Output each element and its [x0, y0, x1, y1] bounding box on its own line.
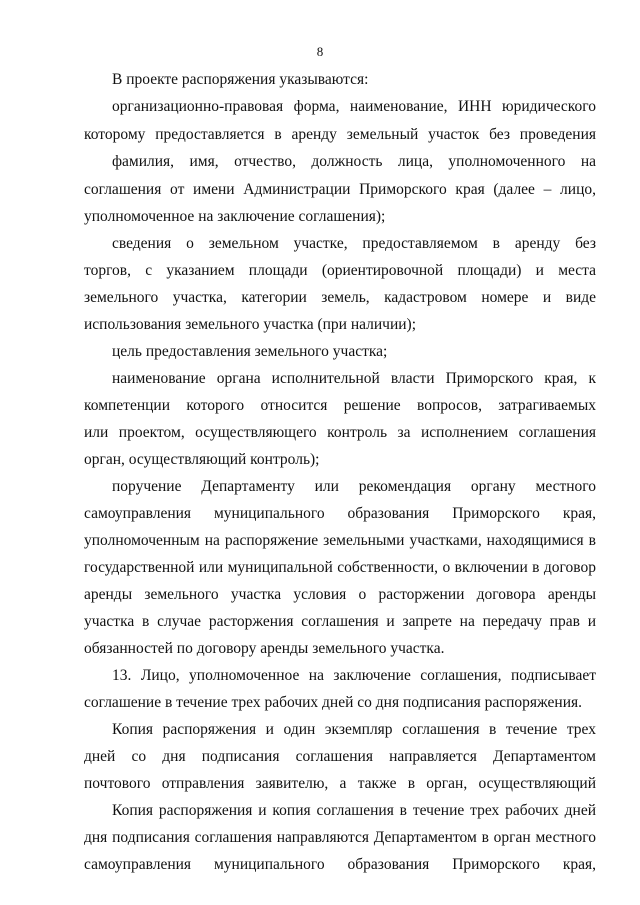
text-line: государственной или муниципальной собственности, о включении в договор: [84, 559, 596, 576]
text-line: Копия распоряжения и копия соглашения в течение трех рабочих дней: [112, 802, 596, 819]
text-line: поручение Департаменту или рекомендация органу местного: [112, 478, 596, 495]
text-line: дня подписания соглашения направляются Департаментом в орган местного: [84, 829, 596, 846]
text-line: организационно-правовая форма, наименование, ИНН юридического: [112, 98, 596, 115]
text-line: торгов, с указанием площади (ориентировочной площади) и места: [84, 262, 596, 279]
text-line: орган, осуществляющий контроль);: [84, 451, 320, 468]
text-line: обязанностей по договору аренды земельного участка.: [84, 640, 445, 657]
text-line: компетенции которого относится решение вопросов, затрагиваемых: [84, 397, 596, 414]
text-line: уполномоченное на заключение соглашения);: [84, 208, 386, 225]
page-number: 8: [316, 44, 324, 59]
text-line: самоуправления муниципального образования Приморского края,: [84, 505, 596, 522]
text-line: самоуправления муниципального образования Приморского края,: [84, 856, 596, 873]
text-line: участка в случае расторжения соглашения и запрете на передачу прав и: [84, 613, 596, 630]
text-line: соглашения от имени Администрации Приморского края (далее – лицо,: [84, 181, 596, 198]
text-line: цель предоставления земельного участка;: [112, 343, 388, 360]
text-line: почтового отправления заявителю, а также в орган, осуществляющий: [84, 775, 596, 792]
text-line: которому предоставляется в аренду земельный участок без проведения: [84, 126, 596, 143]
text-line: В проекте распоряжения указываются:: [112, 71, 369, 88]
text-line: или проектом, осуществляющего контроль за исполнением соглашения: [84, 424, 596, 441]
text-line: соглашение в течение трех рабочих дней со дня подписания распоряжения.: [84, 694, 582, 711]
text-line: фамилия, имя, отчество, должность лица, уполномоченного на: [112, 153, 596, 170]
text-line: 13. Лицо, уполномоченное на заключение соглашения, подписывает: [112, 667, 596, 684]
text-line: сведения о земельном участке, предоставляемом в аренду без: [112, 235, 596, 252]
text-line: дней со дня подписания соглашения направляется Департаментом: [84, 748, 596, 765]
text-line: аренды земельного участка условия о расторжении договора аренды: [84, 586, 596, 603]
text-line: наименование органа исполнительной власти Приморского края, к: [112, 370, 596, 387]
text-line: использования земельного участка (при наличии);: [84, 316, 417, 333]
text-line: Копия распоряжения и один экземпляр соглашения в течение трех: [112, 721, 596, 738]
text-line: уполномоченным на распоряжение земельными участками, находящимися в: [84, 532, 596, 549]
text-line: земельного участка, категории земель, кадастровом номере и виде: [84, 289, 596, 306]
